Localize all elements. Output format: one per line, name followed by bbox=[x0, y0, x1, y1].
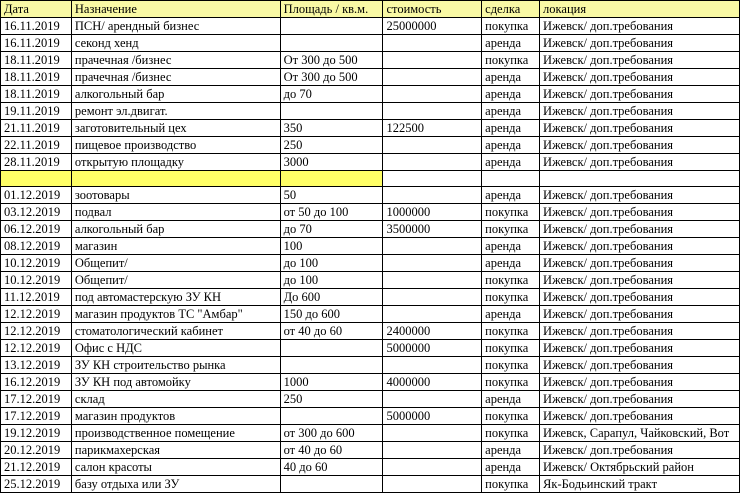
cell-deal[interactable]: аренда bbox=[482, 103, 540, 120]
cell-deal[interactable]: покупка bbox=[482, 476, 540, 493]
cell-location[interactable]: Ижевск/ доп.требования bbox=[540, 306, 740, 323]
cell-date[interactable]: 12.12.2019 bbox=[1, 306, 72, 323]
cell-date[interactable]: 10.12.2019 bbox=[1, 272, 72, 289]
cell-area[interactable] bbox=[280, 18, 383, 35]
header-cell-deal[interactable]: сделка bbox=[482, 1, 540, 18]
cell-purpose[interactable] bbox=[71, 171, 280, 187]
cell-price[interactable]: 122500 bbox=[383, 120, 482, 137]
cell-deal[interactable]: покупка bbox=[482, 18, 540, 35]
cell-date[interactable]: 16.11.2019 bbox=[1, 18, 72, 35]
cell-area[interactable] bbox=[280, 171, 383, 187]
cell-location[interactable]: Ижевск/ доп.требования bbox=[540, 18, 740, 35]
cell-purpose[interactable]: Общепит/ bbox=[71, 255, 280, 272]
cell-location[interactable]: Ижевск/ доп.требования bbox=[540, 255, 740, 272]
cell-price[interactable] bbox=[383, 171, 482, 187]
cell-date[interactable]: 11.12.2019 bbox=[1, 289, 72, 306]
cell-deal[interactable]: аренда bbox=[482, 306, 540, 323]
cell-area[interactable]: 50 bbox=[280, 187, 383, 204]
table-row bbox=[1, 323, 740, 340]
cell-area[interactable]: до 70 bbox=[280, 221, 383, 238]
cell-location[interactable]: Ижевск/ доп.требования bbox=[540, 120, 740, 137]
cell-deal[interactable]: аренда bbox=[482, 137, 540, 154]
cell-area[interactable]: 40 до 60 bbox=[280, 459, 383, 476]
cell-area[interactable]: до 100 bbox=[280, 255, 383, 272]
table-row bbox=[1, 69, 740, 86]
cell-price[interactable]: 1000000 bbox=[383, 204, 482, 221]
cell-area[interactable]: от 40 до 60 bbox=[280, 323, 383, 340]
cell-deal[interactable]: аренда bbox=[482, 69, 540, 86]
cell-deal[interactable]: покупка bbox=[482, 323, 540, 340]
cell-date[interactable]: 16.12.2019 bbox=[1, 374, 72, 391]
cell-date[interactable]: 06.12.2019 bbox=[1, 221, 72, 238]
header-row bbox=[1, 1, 740, 18]
header-cell-location[interactable]: локация bbox=[540, 1, 740, 18]
cell-deal[interactable]: аренда bbox=[482, 238, 540, 255]
cell-location[interactable]: Ижевск/ Октябрьский район bbox=[540, 459, 740, 476]
cell-area[interactable]: от 50 до 100 bbox=[280, 204, 383, 221]
cell-price[interactable]: 4000000 bbox=[383, 374, 482, 391]
cell-deal[interactable]: покупка bbox=[482, 408, 540, 425]
cell-price[interactable] bbox=[383, 154, 482, 171]
cell-date[interactable]: 12.12.2019 bbox=[1, 323, 72, 340]
cell-purpose[interactable]: Общепит/ bbox=[71, 272, 280, 289]
cell-purpose[interactable]: пищевое производство bbox=[71, 137, 280, 154]
cell-area[interactable] bbox=[280, 35, 383, 52]
cell-price[interactable]: 5000000 bbox=[383, 340, 482, 357]
cell-purpose[interactable]: производственное помещение bbox=[71, 425, 280, 442]
cell-location[interactable] bbox=[540, 171, 740, 187]
cell-date[interactable]: 13.12.2019 bbox=[1, 357, 72, 374]
table-row bbox=[1, 137, 740, 154]
cell-location[interactable]: Ижевск/ доп.требования bbox=[540, 357, 740, 374]
cell-location[interactable]: Ижевск/ доп.требования bbox=[540, 442, 740, 459]
cell-location[interactable]: Ижевск/ доп.требования bbox=[540, 52, 740, 69]
cell-location[interactable]: Ижевск/ доп.требования bbox=[540, 408, 740, 425]
cell-purpose[interactable]: склад bbox=[71, 391, 280, 408]
cell-deal[interactable]: аренда bbox=[482, 154, 540, 171]
header-cell-area[interactable]: Площадь / кв.м. bbox=[280, 1, 383, 18]
cell-deal[interactable]: аренда bbox=[482, 442, 540, 459]
table-row bbox=[1, 18, 740, 35]
cell-area[interactable]: от 300 до 600 bbox=[280, 425, 383, 442]
cell-date[interactable] bbox=[1, 171, 72, 187]
cell-area[interactable]: до 70 bbox=[280, 86, 383, 103]
header-cell-date[interactable]: Дата bbox=[1, 1, 72, 18]
cell-purpose[interactable]: прачечная /бизнес bbox=[71, 69, 280, 86]
cell-date[interactable]: 12.12.2019 bbox=[1, 340, 72, 357]
table-row bbox=[1, 408, 740, 425]
header-cell-purpose[interactable]: Назначение bbox=[71, 1, 280, 18]
table-row bbox=[1, 357, 740, 374]
cell-area[interactable] bbox=[280, 340, 383, 357]
cell-date[interactable]: 25.12.2019 bbox=[1, 476, 72, 493]
cell-area[interactable]: От 300 до 500 bbox=[280, 69, 383, 86]
cell-deal[interactable]: покупка bbox=[482, 204, 540, 221]
cell-location[interactable]: Як-Бодьинский тракт bbox=[540, 476, 740, 493]
table-row bbox=[1, 306, 740, 323]
table-row bbox=[1, 391, 740, 408]
cell-area[interactable]: 100 bbox=[280, 238, 383, 255]
cell-area[interactable]: 250 bbox=[280, 391, 383, 408]
cell-date[interactable]: 17.12.2019 bbox=[1, 408, 72, 425]
cell-location[interactable]: Ижевск/ доп.требования bbox=[540, 289, 740, 306]
separator-row bbox=[1, 171, 740, 187]
cell-deal[interactable]: покупка bbox=[482, 374, 540, 391]
cell-price[interactable] bbox=[383, 187, 482, 204]
cell-price[interactable]: 3500000 bbox=[383, 221, 482, 238]
cell-area[interactable]: 3000 bbox=[280, 154, 383, 171]
cell-area[interactable]: 350 bbox=[280, 120, 383, 137]
cell-price[interactable] bbox=[383, 52, 482, 69]
cell-price[interactable] bbox=[383, 35, 482, 52]
cell-location[interactable]: Ижевск/ доп.требования bbox=[540, 69, 740, 86]
cell-area[interactable]: От 300 до 500 bbox=[280, 52, 383, 69]
table-row bbox=[1, 340, 740, 357]
cell-location[interactable]: Ижевск/ доп.требования bbox=[540, 221, 740, 238]
cell-deal[interactable]: покупка bbox=[482, 357, 540, 374]
cell-area[interactable] bbox=[280, 357, 383, 374]
cell-date[interactable]: 10.12.2019 bbox=[1, 255, 72, 272]
cell-deal[interactable]: аренда bbox=[482, 120, 540, 137]
cell-location[interactable]: Ижевск, Сарапул, Чайковский, Вот bbox=[540, 425, 740, 442]
cell-purpose[interactable]: магазин bbox=[71, 238, 280, 255]
cell-price[interactable] bbox=[383, 289, 482, 306]
table-row bbox=[1, 255, 740, 272]
cell-price[interactable] bbox=[383, 425, 482, 442]
cell-deal[interactable]: покупка bbox=[482, 52, 540, 69]
cell-purpose[interactable]: открытую площадку bbox=[71, 154, 280, 171]
cell-area[interactable]: 1000 bbox=[280, 374, 383, 391]
cell-location[interactable]: Ижевск/ доп.требования bbox=[540, 187, 740, 204]
cell-purpose[interactable]: алкогольный бар bbox=[71, 86, 280, 103]
cell-date[interactable]: 08.12.2019 bbox=[1, 238, 72, 255]
cell-deal[interactable]: покупка bbox=[482, 272, 540, 289]
cell-location[interactable]: Ижевск/ доп.требования bbox=[540, 374, 740, 391]
cell-deal[interactable]: покупка bbox=[482, 221, 540, 238]
table-row bbox=[1, 120, 740, 137]
cell-price[interactable] bbox=[383, 306, 482, 323]
cell-price[interactable] bbox=[383, 103, 482, 120]
cell-date[interactable]: 18.11.2019 bbox=[1, 52, 72, 69]
cell-location[interactable]: Ижевск/ доп.требования bbox=[540, 391, 740, 408]
cell-purpose[interactable]: под автомастерскую ЗУ КН bbox=[71, 289, 280, 306]
cell-area[interactable]: 150 до 600 bbox=[280, 306, 383, 323]
cell-price[interactable] bbox=[383, 391, 482, 408]
header-cell-price[interactable]: стоимость bbox=[383, 1, 482, 18]
table-row bbox=[1, 221, 740, 238]
cell-purpose[interactable]: магазин продуктов ТС "Амбар" bbox=[71, 306, 280, 323]
cell-date[interactable]: 22.11.2019 bbox=[1, 137, 72, 154]
cell-price[interactable]: 5000000 bbox=[383, 408, 482, 425]
cell-deal[interactable]: аренда bbox=[482, 391, 540, 408]
cell-purpose[interactable]: базу отдыха или ЗУ bbox=[71, 476, 280, 493]
cell-area[interactable]: До 600 bbox=[280, 289, 383, 306]
cell-purpose[interactable]: зоотовары bbox=[71, 187, 280, 204]
cell-deal[interactable]: покупка bbox=[482, 425, 540, 442]
table-row bbox=[1, 204, 740, 221]
cell-price[interactable] bbox=[383, 476, 482, 493]
cell-price[interactable] bbox=[383, 255, 482, 272]
cell-deal[interactable]: аренда bbox=[482, 187, 540, 204]
cell-purpose[interactable]: парикмахерская bbox=[71, 442, 280, 459]
cell-date[interactable]: 19.11.2019 bbox=[1, 103, 72, 120]
cell-date[interactable]: 18.11.2019 bbox=[1, 86, 72, 103]
cell-price[interactable] bbox=[383, 272, 482, 289]
cell-area[interactable] bbox=[280, 476, 383, 493]
cell-purpose[interactable]: салон красоты bbox=[71, 459, 280, 476]
cell-location[interactable]: Ижевск/ доп.требования bbox=[540, 238, 740, 255]
cell-date[interactable]: 21.11.2019 bbox=[1, 120, 72, 137]
cell-purpose[interactable]: секонд хенд bbox=[71, 35, 280, 52]
cell-location[interactable]: Ижевск/ доп.требования bbox=[540, 323, 740, 340]
table-row bbox=[1, 476, 740, 493]
cell-purpose[interactable]: заготовительный цех bbox=[71, 120, 280, 137]
table-row bbox=[1, 425, 740, 442]
cell-location[interactable]: Ижевск/ доп.требования bbox=[540, 154, 740, 171]
table-row bbox=[1, 374, 740, 391]
cell-price[interactable] bbox=[383, 238, 482, 255]
table-row bbox=[1, 289, 740, 306]
cell-date[interactable]: 03.12.2019 bbox=[1, 204, 72, 221]
cell-deal[interactable]: аренда bbox=[482, 255, 540, 272]
cell-purpose[interactable]: ремонт эл.двигат. bbox=[71, 103, 280, 120]
cell-deal[interactable]: аренда bbox=[482, 86, 540, 103]
cell-date[interactable]: 01.12.2019 bbox=[1, 187, 72, 204]
cell-price[interactable] bbox=[383, 69, 482, 86]
table-row bbox=[1, 154, 740, 171]
cell-deal[interactable]: покупка bbox=[482, 289, 540, 306]
cell-location[interactable]: Ижевск/ доп.требования bbox=[540, 86, 740, 103]
cell-location[interactable]: Ижевск/ доп.требования bbox=[540, 137, 740, 154]
cell-purpose[interactable]: магазин продуктов bbox=[71, 408, 280, 425]
cell-date[interactable]: 21.12.2019 bbox=[1, 459, 72, 476]
cell-purpose[interactable]: ПСН/ арендный бизнес bbox=[71, 18, 280, 35]
cell-deal[interactable] bbox=[482, 171, 540, 187]
cell-price[interactable] bbox=[383, 86, 482, 103]
cell-purpose[interactable]: стоматологический кабинет bbox=[71, 323, 280, 340]
cell-price[interactable] bbox=[383, 442, 482, 459]
cell-location[interactable]: Ижевск/ доп.требования bbox=[540, 35, 740, 52]
cell-area[interactable] bbox=[280, 408, 383, 425]
cell-location[interactable]: Ижевск/ доп.требования bbox=[540, 103, 740, 120]
cell-purpose[interactable]: подвал bbox=[71, 204, 280, 221]
table-row bbox=[1, 272, 740, 289]
cell-date[interactable]: 18.11.2019 bbox=[1, 69, 72, 86]
cell-location[interactable]: Ижевск/ доп.требования bbox=[540, 340, 740, 357]
cell-date[interactable]: 16.11.2019 bbox=[1, 35, 72, 52]
table-row bbox=[1, 459, 740, 476]
cell-location[interactable]: Ижевск/ доп.требования bbox=[540, 272, 740, 289]
cell-purpose[interactable]: прачечная /бизнес bbox=[71, 52, 280, 69]
cell-purpose[interactable]: алкогольный бар bbox=[71, 221, 280, 238]
cell-location[interactable]: Ижевск/ доп.требования bbox=[540, 204, 740, 221]
cell-price[interactable] bbox=[383, 459, 482, 476]
cell-purpose[interactable]: ЗУ КН под автомойку bbox=[71, 374, 280, 391]
cell-deal[interactable]: покупка bbox=[482, 340, 540, 357]
table-row bbox=[1, 52, 740, 69]
cell-area[interactable] bbox=[280, 103, 383, 120]
cell-date[interactable]: 17.12.2019 bbox=[1, 391, 72, 408]
cell-price[interactable] bbox=[383, 137, 482, 154]
cell-price[interactable]: 25000000 bbox=[383, 18, 482, 35]
cell-area[interactable]: 250 bbox=[280, 137, 383, 154]
cell-purpose[interactable]: Офис с НДС bbox=[71, 340, 280, 357]
table-row bbox=[1, 442, 740, 459]
cell-area[interactable]: от 40 до 60 bbox=[280, 442, 383, 459]
table-row bbox=[1, 35, 740, 52]
table-row bbox=[1, 238, 740, 255]
table-row bbox=[1, 187, 740, 204]
table-row bbox=[1, 86, 740, 103]
cell-deal[interactable]: аренда bbox=[482, 35, 540, 52]
cell-area[interactable]: до 100 bbox=[280, 272, 383, 289]
cell-date[interactable]: 28.11.2019 bbox=[1, 154, 72, 171]
cell-deal[interactable]: аренда bbox=[482, 459, 540, 476]
cell-date[interactable]: 19.12.2019 bbox=[1, 425, 72, 442]
cell-price[interactable]: 2400000 bbox=[383, 323, 482, 340]
cell-date[interactable]: 20.12.2019 bbox=[1, 442, 72, 459]
cell-purpose[interactable]: ЗУ КН строительство рынка bbox=[71, 357, 280, 374]
table-row bbox=[1, 103, 740, 120]
cell-price[interactable] bbox=[383, 357, 482, 374]
